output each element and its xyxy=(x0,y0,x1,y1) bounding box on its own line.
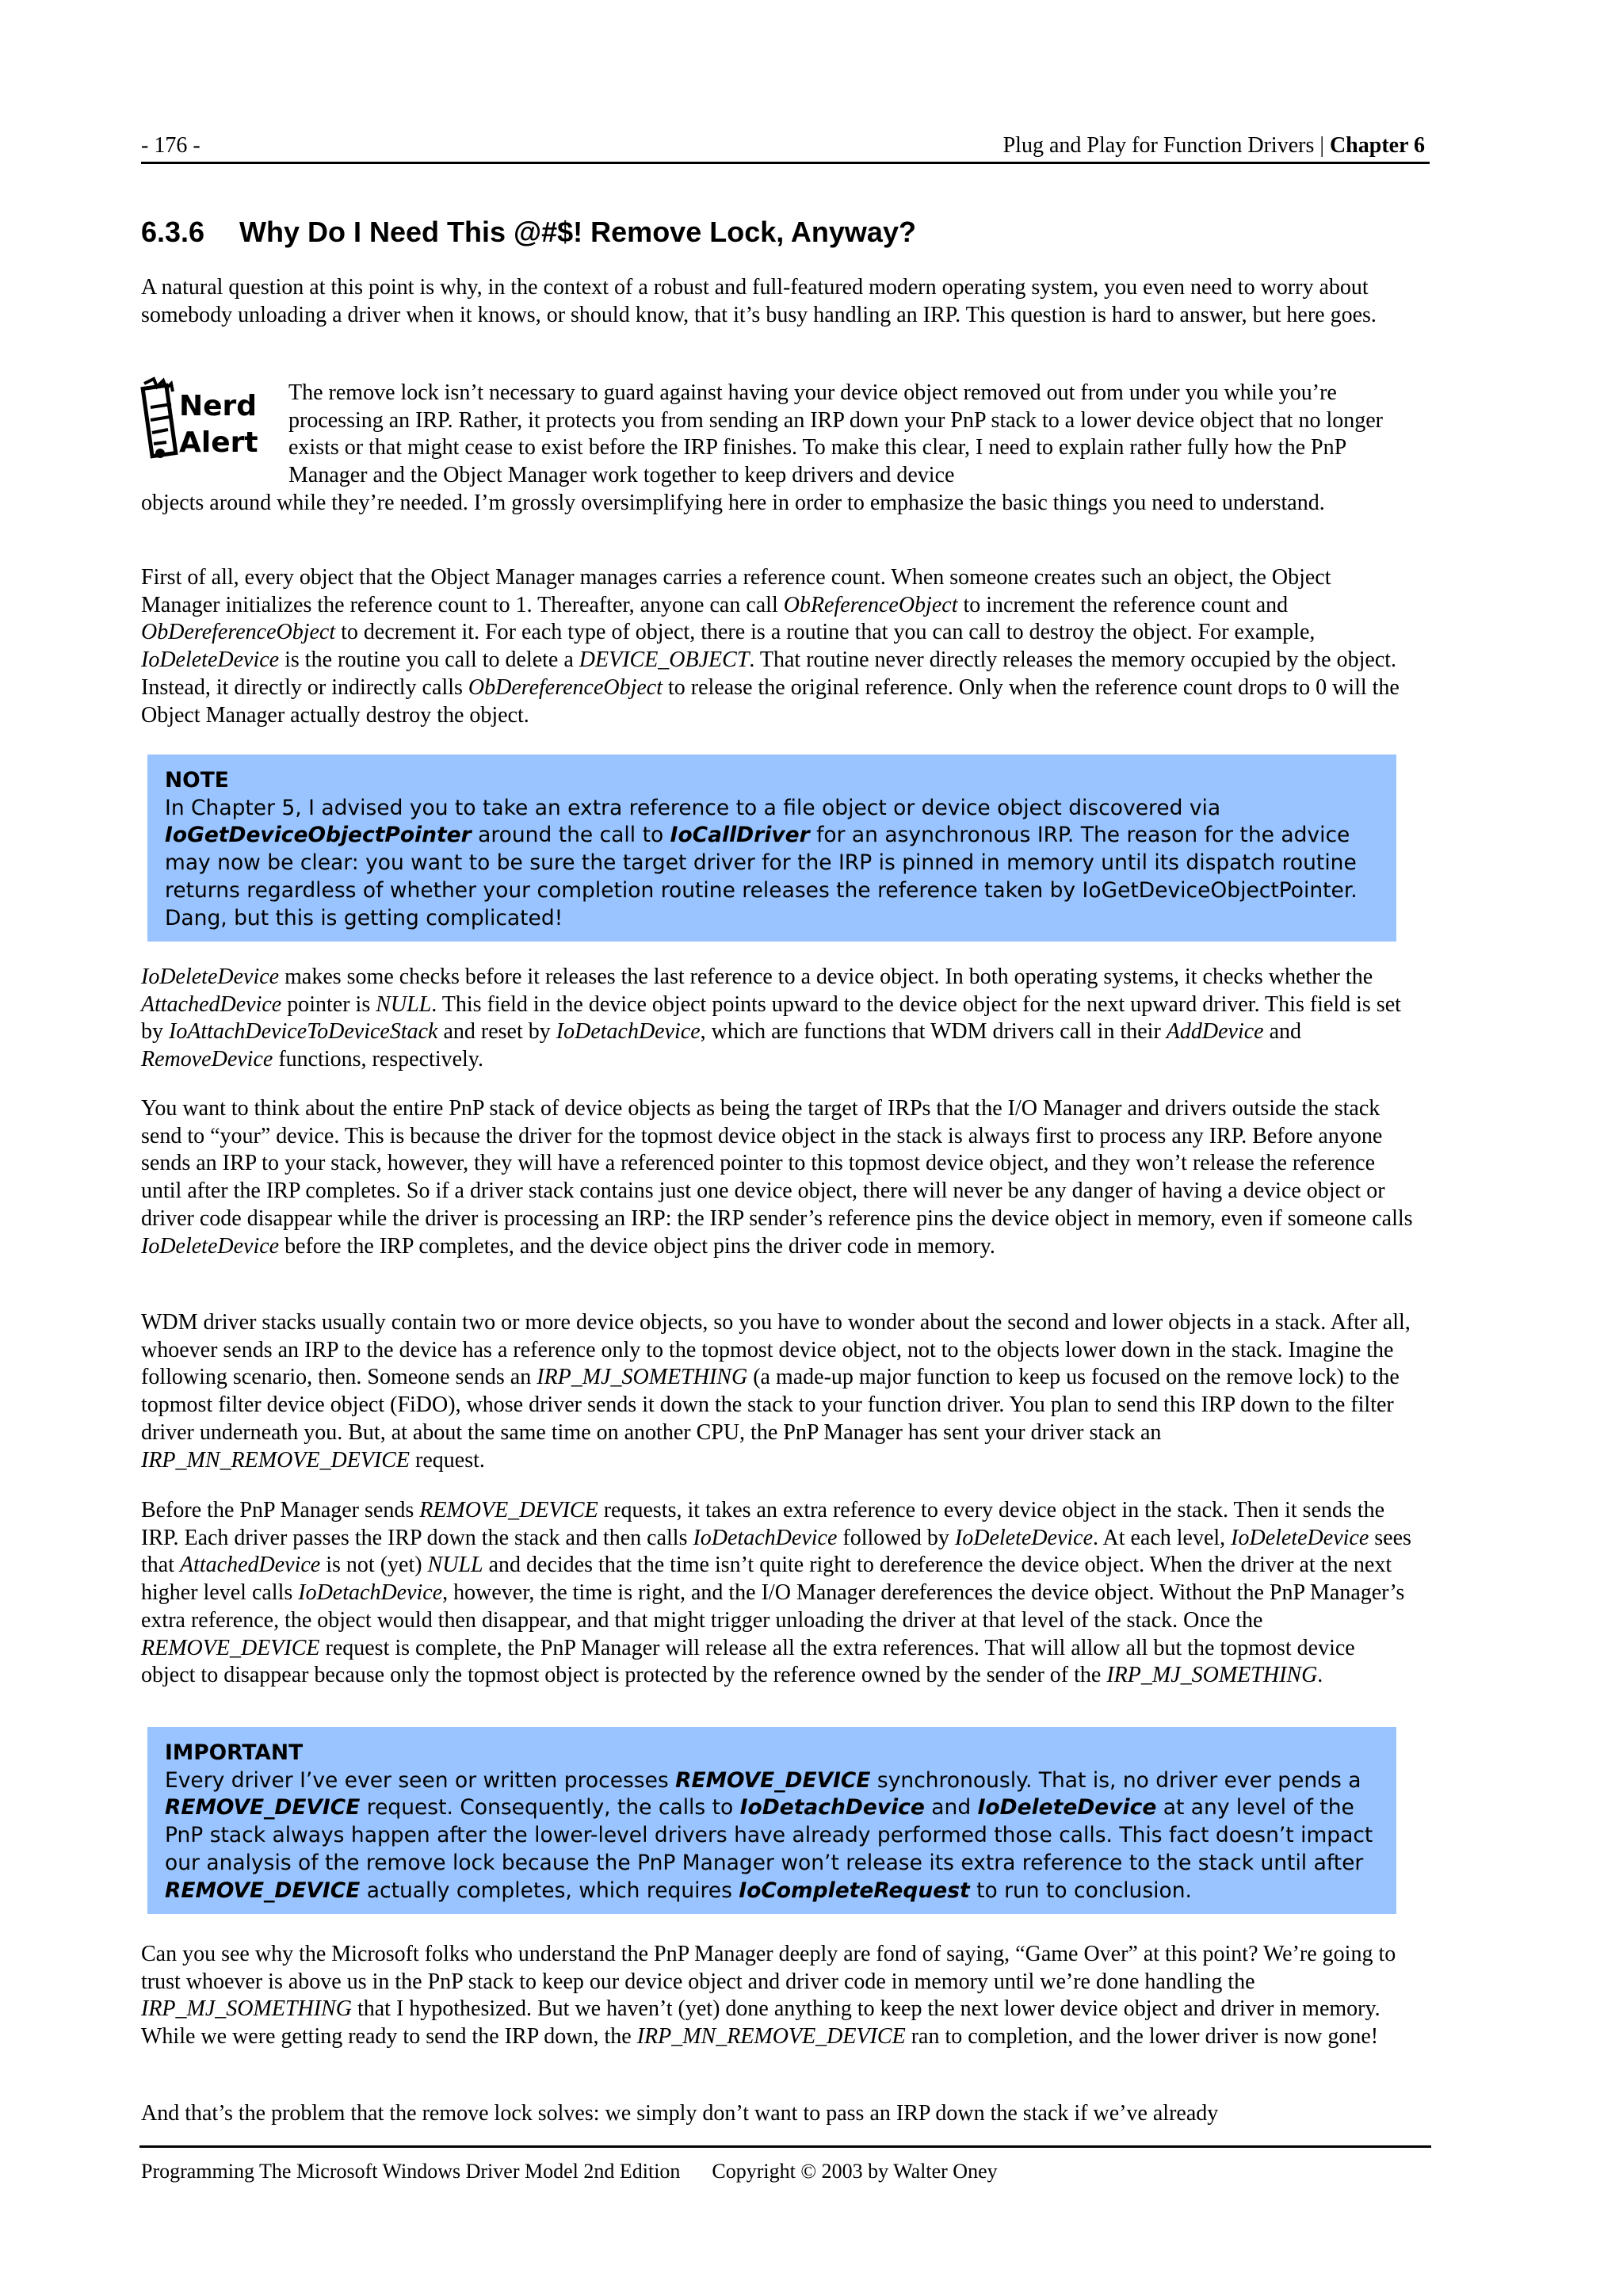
page-footer xyxy=(141,2160,998,2183)
page-number: - 176 - xyxy=(141,133,200,158)
note-callout xyxy=(147,755,1396,942)
paragraph-pnp-stack: You want to think about the entire PnP stack of device objects as being the target of IRPs that the I/O Manager and drivers outside the stack send to “your” device. This is because the driver for the topmost device object in the stack is always first to process any IRP. Before anyone sends an IRP to your stack, however, they will have a referenced pointer to this topmost device object, and they won’t release the reference until after the IRP completes. So if a driver stack contains just one device object, there will never be any danger of having a device object or driver code disappear while the driver is processing an IRP: the IRP sender’s reference pins the device object in memory, even if someone calls IoDeleteDevice before the IRP completes, and the device object pins the driver code in memory. xyxy=(141,1096,1413,1259)
page-header xyxy=(141,130,1430,164)
nerd-alert-line2: Alert xyxy=(179,426,258,459)
important-text: Every driver I’ve ever seen or written processes REMOVE_DEVICE synchronously. That is, no driver ever pends a REMOVE_DEVICE request. Consequently, the calls to IoDetachDevice and IoDeleteDevice at any level of the PnP stack always happen after the lower-level drivers have already performed those calls. This fact doesn’t impact our analysis of the remove lock because the PnP Manager won’t release its extra reference to the stack until after REMOVE_DEVICE actually completes, which requires IoCompleteRequest to run to conclusion. xyxy=(165,1767,1373,1903)
note-label: NOTE xyxy=(165,768,229,793)
section-title-text: Why Do I Need This @#$! Remove Lock, Anyway? xyxy=(239,216,916,248)
section-number: 6.3.6 xyxy=(141,216,205,248)
section-title: Plug and Play for Function Drivers | xyxy=(1002,133,1330,158)
paragraph-nerd-alert: The remove lock isn’t necessary to guard against having your device object removed out from under you while you’re processing an IRP. Rather, it protects you from sending an IRP down your PnP stack to a lower device object that no longer exists or that might cease to exist before the IRP finishes. To make this clear, I need to explain rather fully how the PnP Manager and the Object Manager work together to keep drivers and device xyxy=(288,380,1383,488)
paragraph-iodeletedevice: IoDeleteDevice makes some checks before it releases the last reference to a device object. In both operating systems, it checks whether the AttachedDevice pointer is NULL. This field in the device object points upward to the device object for the next upward driver. This field is set by IoAttachDeviceToDeviceStack and reset by IoDetachDevice, which are functions that WDM drivers call in their AddDevice and RemoveDevice functions, respectively. xyxy=(141,965,1401,1072)
section-heading xyxy=(141,216,916,249)
important-callout xyxy=(147,1727,1396,1914)
paragraph-remove-device: Before the PnP Manager sends REMOVE_DEVICE requests, it takes an extra reference to every device object in the stack. Then it sends the IRP. Each driver passes the IRP down the stack and then calls IoDetachDevice followed by IoDeleteDevice. At each level, IoDeleteDevice sees that AttachedDevice is not (yet) NULL and decides that the time isn’t quite right to dereference the device object. When the driver at the next higher level calls IoDetachDevice, however, the time is right, and the I/O Manager dereferences the device object. Without the PnP Manager’s extra reference, the object would then disappear, and that might trigger unloading the driver at that level of the stack. Once the REMOVE_DEVICE request is complete, the PnP Manager will release all the extra references. That will allow all but the topmost device object to disappear because only the topmost object is protected by the reference owned by the sender of the IRP_MJ_SOMETHING. xyxy=(141,1498,1411,1688)
paragraph-remove-lock-solves: And that’s the problem that the remove lock solves: we simply don’t want to pass an IRP down the stack if we’ve already xyxy=(141,2101,1219,2126)
header-title xyxy=(1003,133,1425,159)
paragraph-game-over: Can you see why the Microsoft folks who understand the PnP Manager deeply are fond of saying, “Game Over” at this point? We’re going to trust whoever is above us in the PnP stack to keep our device object and driver code in memory until we’re done handling the IRP_MJ_SOMETHING that I hypothesized. But we haven’t (yet) done anything to keep the next lower device object and driver in memory. While we were getting ready to send the IRP down, the IRP_MN_REMOVE_DEVICE ran to completion, and the lower driver is now gone! xyxy=(141,1942,1396,2050)
paragraph-nerd-alert-continued: objects around while they’re needed. I’m grossly oversimplifying here in order to emphasize the basic things you need to understand. xyxy=(141,491,1325,515)
footer-book-title: Programming The Microsoft Windows Driver Model 2nd Edition xyxy=(141,2160,681,2183)
paragraph-wdm-stacks: WDM driver stacks usually contain two or more device objects, so you have to wonder about the second and lower objects in a stack. After all, whoever sends an IRP to the device has a reference only to the topmost device object, not to the objects lower down in the stack. Imagine the following scenario, then. Someone sends an IRP_MJ_SOMETHING (a made-up major function to keep us focused on the remove lock) to the topmost filter device object (FiDO), whose driver sends it down the stack to your function driver. You plan to send this IRP down to the filter driver underneath you. But, at about the same time on another CPU, the PnP Manager has sent your driver stack an IRP_MN_REMOVE_DEVICE request. xyxy=(141,1310,1411,1473)
chapter-label: Chapter 6 xyxy=(1329,133,1425,158)
paragraph-intro: A natural question at this point is why, in the context of a robust and full-featured modern operating system, you even need to worry about somebody unloading a driver when it knows, or should know, that it’s busy handling an IRP. This question is hard to answer, but here goes. xyxy=(141,275,1377,327)
nerd-alert-icon xyxy=(139,376,258,464)
paragraph-reference-count: First of all, every object that the Object Manager manages carries a reference count. When someone creates such an object, the Object Manager initializes the reference count to 1. Thereafter, anyone can call ObReferenceObject to increment the reference count and ObDereferenceObject to decrement it. For each type of object, there is a routine that you can call to destroy the object. For example, IoDeleteDevice is the routine you call to delete a DEVICE_OBJECT. That routine never directly releases the memory occupied by the object. Instead, it directly or indirectly calls ObDereferenceObject to release the original reference. Only when the reference count drops to 0 will the Object Manager actually destroy the object. xyxy=(141,565,1400,728)
important-label: IMPORTANT xyxy=(165,1740,304,1765)
nerd-alert-line1: Nerd xyxy=(179,390,258,422)
footer-copyright: Copyright © 2003 by Walter Oney xyxy=(712,2160,998,2183)
note-text: In Chapter 5, I advised you to take an extra reference to a file object or device object discovered via IoGetDeviceObjectPointer around the call to IoCallDriver for an asynchronous IRP. The reason for the advice may now be clear: you want to be sure the target driver for the IRP is pinned in memory until its dispatch routine returns regardless of whether your completion routine releases the reference taken by IoGetDeviceObjectPointer. Dang, but this is getting complicated! xyxy=(165,795,1358,930)
footer-divider xyxy=(139,2145,1431,2148)
